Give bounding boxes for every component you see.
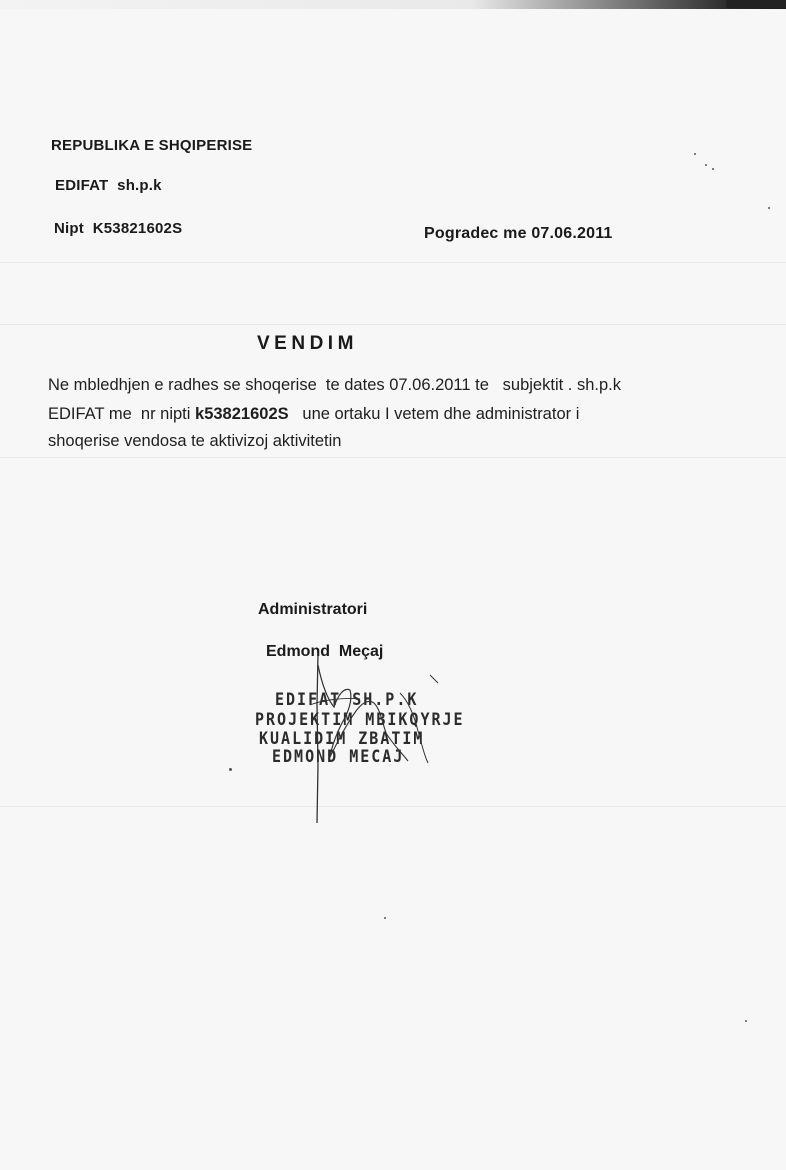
body-line-1: Ne mbledhjen e radhes se shoqerise te dates 07.06.2011 te subjektit . sh.p.k (48, 376, 621, 394)
header-company: EDIFAT sh.p.k (55, 177, 162, 194)
stamp-line-3: KUALIDIM ZBATIM (259, 728, 425, 749)
scan-line (0, 324, 786, 325)
signature-name: Edmond Meçaj (266, 643, 384, 660)
scan-speck (712, 168, 714, 170)
header-nipt (54, 220, 182, 237)
header-republic: REPUBLIKA E SHQIPERISE (51, 137, 253, 154)
scan-speck (705, 164, 707, 166)
signature-role: Administratori (258, 601, 368, 618)
handwritten-signature (290, 645, 450, 835)
nipt-value: K53821602S (92, 220, 183, 237)
body-line-2-start: EDIFAT me nr nipti (48, 405, 196, 423)
document-title: VENDIM (257, 333, 358, 354)
body-nipt-bold: k53821602S (195, 405, 289, 423)
body-line-2-end: une ortaku I vetem dhe administrator i (288, 405, 580, 423)
scan-speck (694, 153, 696, 155)
place-date: Pogradec me 07.06.2011 (424, 225, 613, 242)
stamp-line-1: EDIFAT SH.P.K (275, 689, 419, 710)
stamp-line-4: EDMOND MECAJ (272, 746, 405, 767)
body-line-2 (48, 405, 579, 424)
scan-speck (768, 207, 770, 209)
scan-line (0, 262, 786, 263)
scan-speck (384, 917, 386, 919)
scan-speck (745, 1020, 747, 1022)
scan-speck (229, 768, 232, 771)
body-line-3: shoqerise vendosa te aktivizoj aktivitetin (48, 432, 342, 450)
nipt-label: Nipt (54, 220, 84, 237)
scan-top-edge (0, 0, 786, 9)
stamp-line-2: PROJEKTIM MBIKQYRJE (255, 709, 465, 730)
scan-line (0, 457, 786, 458)
scan-top-edge-dark (726, 0, 786, 8)
